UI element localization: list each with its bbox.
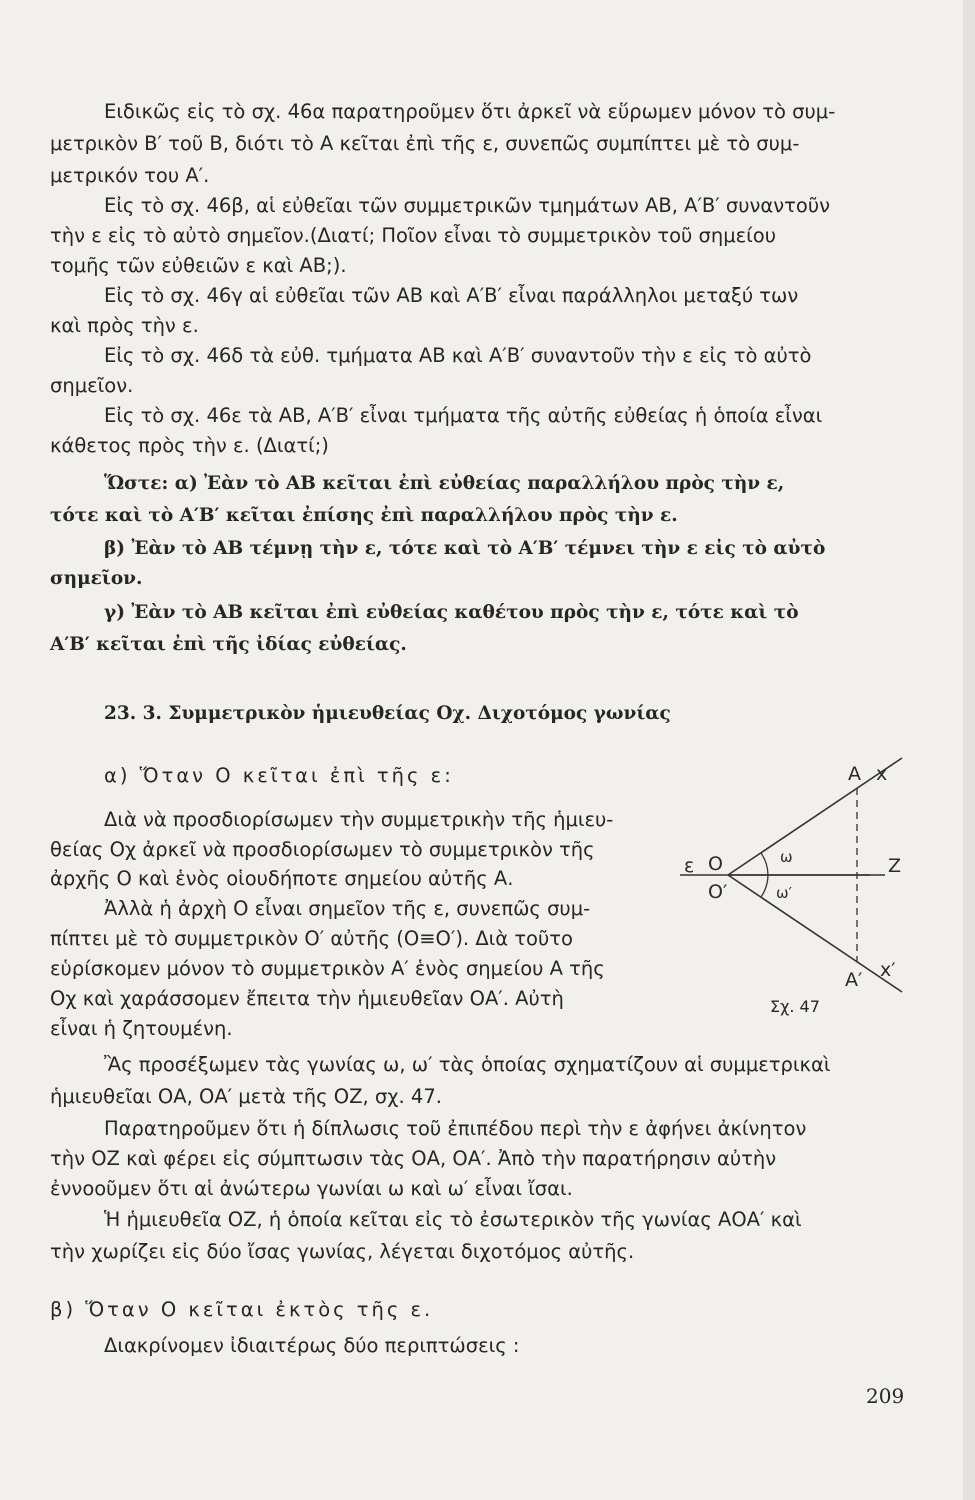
page-edge-shadow (963, 0, 975, 1500)
label-omega-prime: ω′ (776, 884, 792, 902)
text-line: ἀρχῆς Ο καὶ ἑνὸς οἱουδήποτε σημείου αὐτῆς Α. (50, 867, 514, 890)
label-a: A (848, 763, 861, 785)
label-z: Z (888, 855, 902, 877)
text-line: Ἂς προσέξωμεν τὰς γωνίας ω, ω′ τὰς ὁποίας σχηματίζουν αἱ συμμετρικαὶ (104, 1053, 831, 1076)
figure-47 (670, 750, 920, 1000)
text-line: Εἰς τὸ σχ. 46ε τὰ ΑΒ, Α′Β′ εἶναι τμήματα τῆς αὐτῆς εὐθείας ἡ ὁποία εἶναι (104, 404, 823, 427)
label-x: x (876, 763, 888, 785)
text-line: τὴν χωρίζει εἰς δύο ἴσας γωνίας, λέγεται διχοτόμος αὐτῆς. (50, 1240, 635, 1263)
text-line: ἡμιευθεῖαι ΟΑ, ΟΑ′ μετὰ τῆς ΟΖ, σχ. 47. (50, 1085, 442, 1108)
ray-ox-prime (728, 875, 902, 992)
conclusion-beta-line: β) Ἐὰν τὸ ΑΒ τέμνῃ τὴν ε, τότε καὶ τὸ Α′Β′ τέμνει τὴν ε εἰς τὸ αὐτὸ (104, 538, 826, 559)
text-line: πίπτει μὲ τὸ συμμετρικὸν Ο′ αὐτῆς (Ο≡Ο′). Διὰ τοῦτο (50, 927, 573, 950)
conclusion-gamma-line: γ) Ἐὰν τὸ ΑΒ κεῖται ἐπὶ εὐθείας καθέτου πρὸς τὴν ε, τότε καὶ τὸ (104, 602, 799, 623)
text-line: Εἰς τὸ σχ. 46γ αἱ εὐθεῖαι τῶν ΑΒ καὶ Α′Β′ εἶναι παράλληλοι μεταξύ των (104, 284, 799, 307)
text-line: θείας Οχ ἀρκεῖ νὰ προσδιορίσωμεν τὸ συμμετρικὸν τῆς (50, 838, 595, 861)
section-heading: 23. 3. Συμμετρικὸν ἡμιευθείας Οχ. Διχοτόμος γωνίας (104, 703, 671, 724)
text-line: Ἡ ἡμιευθεῖα ΟΖ, ἡ ὁποία κεῖται εἰς τὸ ἐσωτερικὸν τῆς γωνίας ΑΟΑ′ καὶ (104, 1208, 802, 1231)
text-line: Ἀλλὰ ἡ ἀρχὴ Ο εἶναι σημεῖον τῆς ε, συνεπῶς συμ- (104, 897, 591, 920)
label-epsilon: ε (684, 855, 695, 877)
conclusion-alpha-line: Ὥστε: α) Ἐὰν τὸ ΑΒ κεῖται ἐπὶ εὐθείας παραλλήλου πρὸς τὴν ε, (104, 473, 785, 494)
conclusion-beta-line: σημεῖον. (50, 568, 143, 589)
conclusion-gamma-line: Α′Β′ κεῖται ἐπὶ τῆς ἰδίας εὐθείας. (50, 634, 407, 655)
text-line: μετρικὸν Β′ τοῦ Β, διότι τὸ Α κεῖται ἐπὶ τῆς ε, συνεπῶς συμπίπτει μὲ τὸ συμ- (50, 132, 800, 155)
figure-caption: Σχ. 47 (770, 997, 820, 1016)
text-line: τὴν ε εἰς τὸ αὐτὸ σημεῖον.(Διατί; Ποῖον εἶναι τὸ συμμετρικὸν τοῦ σημείου (50, 224, 776, 247)
text-line: εἶναι ἡ ζητουμένη. (50, 1017, 233, 1040)
text-line: Εἰς τὸ σχ. 46β, αἱ εὐθεῖαι τῶν συμμετρικῶν τμημάτων ΑΒ, Α′Β′ συναντοῦν (104, 194, 831, 217)
text-line: καὶ πρὸς τὴν ε. (50, 314, 199, 337)
text-line: τὴν ΟΖ καὶ φέρει εἰς σύμπτωσιν τὰς ΟΑ, ΟΑ′. Ἀπὸ τὴν παρατήρησιν αὐτὴν (50, 1147, 777, 1170)
conclusion-alpha-line: τότε καὶ τὸ Α′Β′ κεῖται ἐπίσης ἐπὶ παραλλήλου πρὸς τὴν ε. (50, 505, 678, 526)
label-o-prime: O′ (708, 881, 728, 903)
text-line: Οχ καὶ χαράσσομεν ἔπειτα τὴν ἡμιευθεῖαν ΟΑ′. Αὐτὴ (50, 987, 564, 1010)
text-line: μετρικόν του Α′. (50, 164, 210, 187)
angle-omega-arc (761, 853, 768, 875)
text-line: Ειδικῶς εἰς τὸ σχ. 46α παρατηροῦμεν ὅτι ἀρκεῖ νὰ εὕρωμεν μόνον τὸ συμ- (104, 100, 836, 123)
angle-omega-prime-arc (761, 875, 768, 897)
text-line: Διακρίνομεν ἰδιαιτέρως δύο περιπτώσεις : (104, 1334, 520, 1357)
symmetric-rays-diagram (670, 750, 920, 1000)
text-line: κάθετος πρὸς τὴν ε. (Διατί;) (50, 434, 329, 457)
page-number: 209 (866, 1384, 905, 1408)
label-o: O (708, 853, 723, 875)
label-x-prime: x′ (880, 959, 896, 981)
text-line: Διὰ νὰ προσδιορίσωμεν τὴν συμμετρικὴν τῆς ἡμιευ- (104, 808, 614, 831)
label-a-prime: A′ (845, 969, 863, 991)
text-line: ἐννοοῦμεν ὅτι αἱ ἀνώτερω γωνίαι ω καὶ ω′ εἶναι ἴσαι. (50, 1177, 573, 1200)
text-line: Εἰς τὸ σχ. 46δ τὰ εὐθ. τμήματα ΑΒ καὶ Α′Β′ συναντοῦν τὴν ε εἰς τὸ αὐτὸ (104, 344, 812, 367)
label-omega: ω (780, 848, 793, 866)
text-line: εὑρίσκομεν μόνον τὸ συμμετρικὸν Α′ ἑνὸς σημείου Α τῆς (50, 957, 605, 980)
text-line: τομῆς τῶν εὐθειῶν ε καὶ ΑΒ;). (50, 254, 347, 277)
case-alpha-heading: α) Ὅταν Ο κεῖται ἐπὶ τῆς ε: (104, 764, 454, 787)
text-line: Παρατηροῦμεν ὅτι ἡ δίπλωσις τοῦ ἐπιπέδου περὶ τὴν ε ἀφήνει ἀκίνητον (104, 1117, 807, 1140)
text-line: σημεῖον. (50, 374, 134, 397)
case-beta-heading: β) Ὅταν Ο κεῖται ἐκτὸς τῆς ε. (50, 1298, 434, 1321)
